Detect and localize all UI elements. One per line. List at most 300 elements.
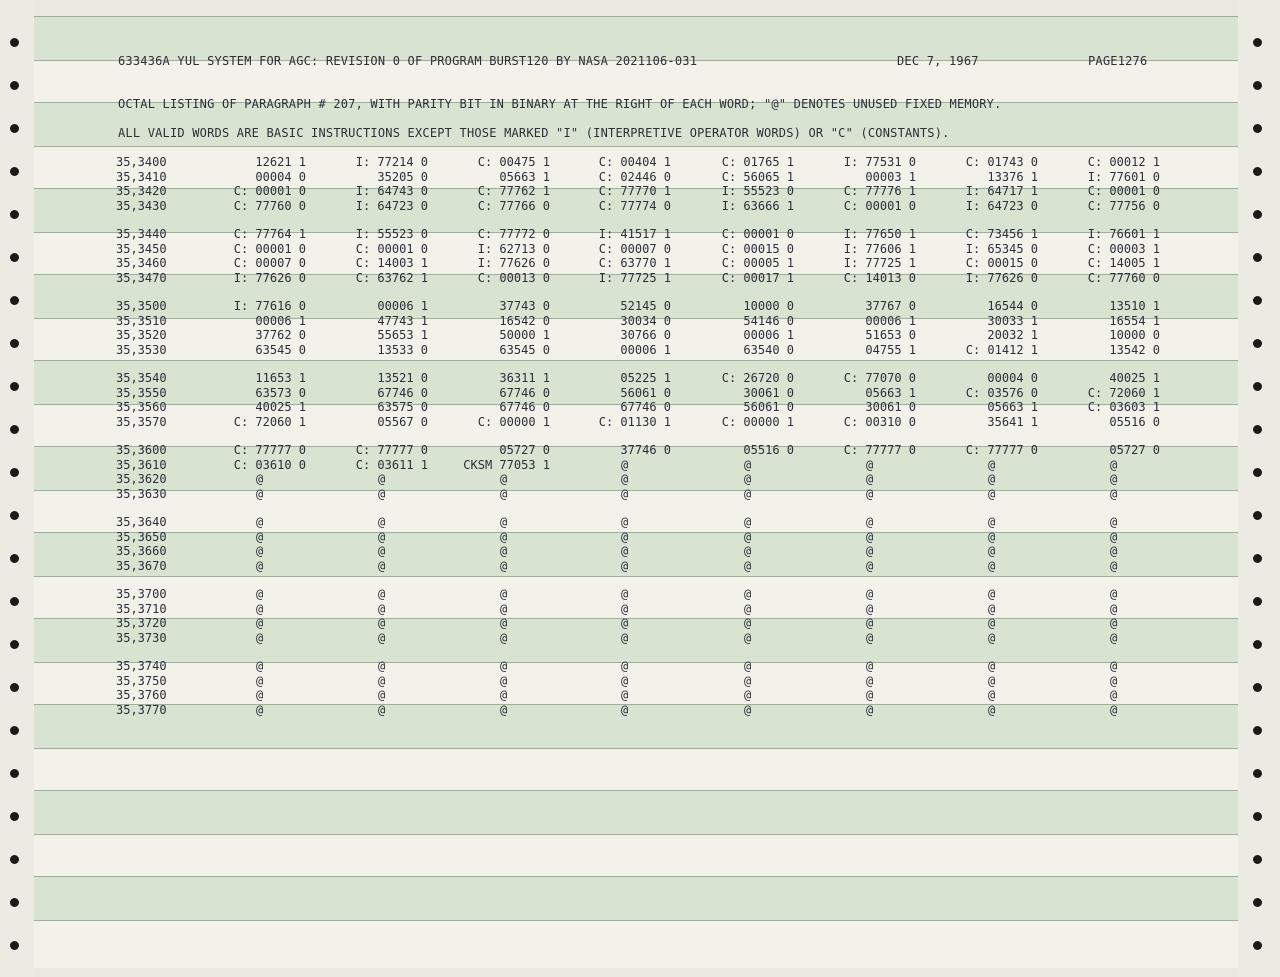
sprocket-hole <box>1253 296 1262 305</box>
octal-word: @ <box>866 515 874 529</box>
octal-word: @ <box>621 630 629 645</box>
octal-word: I: 77650 1 <box>843 227 916 241</box>
octal-word: @ <box>378 544 386 558</box>
octal-word: @ <box>744 457 752 472</box>
octal-word: C: 77070 0 <box>843 371 916 385</box>
sprocket-hole <box>1253 253 1262 262</box>
octal-word: C: 00005 1 <box>721 256 794 270</box>
row-address: 35,3500 <box>116 299 167 313</box>
octal-word: @ <box>621 659 629 673</box>
sprocket-hole <box>1253 468 1262 477</box>
octal-word: 04755 1 <box>865 342 916 357</box>
octal-word: 10000 0 <box>1109 328 1160 342</box>
octal-word: @ <box>988 630 996 645</box>
octal-word: C: 00001 0 <box>843 198 916 213</box>
octal-word: @ <box>1110 587 1118 601</box>
octal-word: @ <box>378 558 386 573</box>
octal-word: C: 56065 1 <box>721 169 794 184</box>
octal-word: @ <box>621 558 629 573</box>
left-tractor-margin <box>0 0 34 977</box>
row-address: 35,3600 <box>116 443 167 457</box>
octal-word: @ <box>256 587 264 601</box>
octal-word: @ <box>621 544 629 558</box>
row-address: 35,3410 <box>116 169 167 184</box>
octal-word: @ <box>621 673 629 688</box>
sprocket-hole <box>10 554 19 563</box>
octal-word: @ <box>256 558 264 573</box>
octal-word: @ <box>1110 515 1118 529</box>
octal-word: @ <box>866 558 874 573</box>
octal-word: C: 77777 0 <box>233 443 306 457</box>
sprocket-hole <box>1253 941 1262 950</box>
row-address: 35,3740 <box>116 659 167 673</box>
octal-word: @ <box>988 558 996 573</box>
octal-word: @ <box>866 616 874 630</box>
octal-word: C: 14005 1 <box>1087 256 1160 270</box>
octal-word: @ <box>744 673 752 688</box>
listing-date: DEC 7, 1967 <box>897 54 979 68</box>
octal-word: @ <box>988 515 996 529</box>
octal-word: C: 63770 1 <box>598 256 671 270</box>
octal-word: C: 73456 1 <box>965 227 1038 241</box>
octal-word: C: 00001 0 <box>721 227 794 241</box>
octal-word: C: 00007 0 <box>233 256 306 270</box>
octal-word: C: 00003 1 <box>1087 241 1160 256</box>
row-address: 35,3660 <box>116 544 167 558</box>
octal-word: @ <box>500 529 508 544</box>
octal-word: I: 62713 0 <box>477 241 550 256</box>
octal-word: @ <box>866 702 874 717</box>
sprocket-hole <box>10 640 19 649</box>
octal-word: @ <box>1110 529 1118 544</box>
octal-word: I: 64717 1 <box>965 184 1038 198</box>
octal-word: @ <box>744 486 752 501</box>
octal-word: C: 77762 1 <box>477 184 550 198</box>
sprocket-hole <box>10 425 19 434</box>
octal-word: 05663 1 <box>499 169 550 184</box>
octal-word: I: 64743 0 <box>355 184 428 198</box>
octal-word: @ <box>256 544 264 558</box>
octal-word: 50000 1 <box>499 328 550 342</box>
row-address: 35,3560 <box>116 400 167 414</box>
octal-word: @ <box>988 601 996 616</box>
octal-word: C: 00001 0 <box>233 184 306 198</box>
octal-word: C: 01412 1 <box>965 342 1038 357</box>
octal-word: 05727 0 <box>1109 443 1160 457</box>
sprocket-hole <box>1253 81 1262 90</box>
octal-word: C: 00017 1 <box>721 270 794 285</box>
sprocket-hole <box>1253 855 1262 864</box>
octal-word: @ <box>621 472 629 486</box>
sprocket-hole <box>10 210 19 219</box>
right-tractor-margin <box>1238 0 1280 977</box>
octal-word: C: 03576 0 <box>965 385 1038 400</box>
octal-word: C: 03610 0 <box>233 457 306 472</box>
octal-word: @ <box>256 673 264 688</box>
row-address: 35,3510 <box>116 313 167 328</box>
octal-word: C: 01130 1 <box>598 414 671 429</box>
octal-word: @ <box>378 630 386 645</box>
row-address: 35,3760 <box>116 688 167 702</box>
sprocket-hole <box>1253 38 1262 47</box>
octal-word: @ <box>500 673 508 688</box>
octal-word: 05727 0 <box>499 443 550 457</box>
octal-word: 63575 0 <box>377 400 428 414</box>
octal-word: 16544 0 <box>987 299 1038 313</box>
octal-word: @ <box>988 544 996 558</box>
octal-word: C: 14003 1 <box>355 256 428 270</box>
octal-word: 47743 1 <box>377 313 428 328</box>
octal-word: 00006 1 <box>377 299 428 313</box>
octal-word: @ <box>1110 688 1118 702</box>
octal-word: @ <box>500 544 508 558</box>
octal-word: 11653 1 <box>255 371 306 385</box>
sprocket-hole <box>1253 124 1262 133</box>
octal-word: C: 00475 1 <box>477 155 550 169</box>
octal-word: I: 63666 1 <box>721 198 794 213</box>
octal-word: I: 77214 0 <box>355 155 428 169</box>
octal-word: @ <box>866 544 874 558</box>
octal-word: 67746 0 <box>620 400 671 414</box>
octal-word: I: 77725 1 <box>843 256 916 270</box>
octal-word: C: 26720 0 <box>721 371 794 385</box>
octal-word: 63540 0 <box>743 342 794 357</box>
row-address: 35,3620 <box>116 472 167 486</box>
octal-word: @ <box>256 472 264 486</box>
row-address: 35,3530 <box>116 342 167 357</box>
octal-word: 37746 0 <box>620 443 671 457</box>
row-address: 35,3750 <box>116 673 167 688</box>
octal-word: 16554 1 <box>1109 313 1160 328</box>
octal-word: @ <box>1110 702 1118 717</box>
octal-word: @ <box>866 630 874 645</box>
sprocket-hole <box>10 597 19 606</box>
octal-word: @ <box>621 702 629 717</box>
octal-word: C: 77777 0 <box>965 443 1038 457</box>
octal-word: 13542 0 <box>1109 342 1160 357</box>
green-band <box>34 790 1238 835</box>
octal-word: 37743 0 <box>499 299 550 313</box>
octal-word: 67746 0 <box>499 400 550 414</box>
octal-word: 37767 0 <box>865 299 916 313</box>
octal-word: @ <box>744 515 752 529</box>
octal-word: C: 00404 1 <box>598 155 671 169</box>
octal-word: CKSM 77053 1 <box>463 457 550 472</box>
octal-word: @ <box>500 558 508 573</box>
octal-word: 63545 0 <box>255 342 306 357</box>
octal-word: @ <box>1110 616 1118 630</box>
row-address: 35,3630 <box>116 486 167 501</box>
row-address: 35,3640 <box>116 515 167 529</box>
octal-word: 30033 1 <box>987 313 1038 328</box>
octal-word: 36311 1 <box>499 371 550 385</box>
octal-word: C: 72060 1 <box>1087 385 1160 400</box>
sprocket-hole <box>1253 726 1262 735</box>
row-address: 35,3450 <box>116 241 167 256</box>
octal-word: 30061 0 <box>743 385 794 400</box>
octal-word: C: 00015 0 <box>721 241 794 256</box>
octal-word: C: 77774 0 <box>598 198 671 213</box>
row-address: 35,3420 <box>116 184 167 198</box>
sprocket-hole <box>10 382 19 391</box>
octal-word: @ <box>256 630 264 645</box>
octal-word: @ <box>988 472 996 486</box>
octal-word: 00003 1 <box>865 169 916 184</box>
octal-word: C: 01743 0 <box>965 155 1038 169</box>
octal-word: @ <box>500 702 508 717</box>
sprocket-hole <box>10 167 19 176</box>
octal-word: @ <box>378 486 386 501</box>
octal-word: @ <box>378 673 386 688</box>
row-address: 35,3430 <box>116 198 167 213</box>
octal-word: @ <box>1110 472 1118 486</box>
octal-word: @ <box>621 486 629 501</box>
octal-word: @ <box>256 486 264 501</box>
octal-word: @ <box>621 515 629 529</box>
octal-word: @ <box>866 486 874 501</box>
sprocket-hole <box>10 296 19 305</box>
octal-word: I: 41517 1 <box>598 227 671 241</box>
octal-word: @ <box>744 544 752 558</box>
octal-word: @ <box>500 587 508 601</box>
octal-word: 40025 1 <box>255 400 306 414</box>
sprocket-hole <box>10 898 19 907</box>
octal-word: 05663 1 <box>865 385 916 400</box>
octal-word: @ <box>621 616 629 630</box>
octal-word: 30766 0 <box>620 328 671 342</box>
octal-word: @ <box>866 659 874 673</box>
octal-word: C: 00001 0 <box>355 241 428 256</box>
row-address: 35,3520 <box>116 328 167 342</box>
sprocket-hole <box>10 124 19 133</box>
octal-word: @ <box>1110 601 1118 616</box>
octal-word: 05225 1 <box>620 371 671 385</box>
octal-word: @ <box>500 616 508 630</box>
octal-word: @ <box>866 529 874 544</box>
octal-word: @ <box>256 659 264 673</box>
octal-word: 51653 0 <box>865 328 916 342</box>
row-address: 35,3440 <box>116 227 167 241</box>
octal-word: @ <box>988 702 996 717</box>
page-number: PAGE1276 <box>1088 54 1148 68</box>
sprocket-hole <box>1253 339 1262 348</box>
octal-word: 63573 0 <box>255 385 306 400</box>
octal-word: @ <box>988 486 996 501</box>
octal-word: @ <box>866 457 874 472</box>
octal-word: C: 77760 0 <box>1087 270 1160 285</box>
octal-word: @ <box>256 601 264 616</box>
row-address: 35,3400 <box>116 155 167 169</box>
octal-word: @ <box>621 457 629 472</box>
octal-word: @ <box>378 702 386 717</box>
octal-word: 00006 1 <box>865 313 916 328</box>
octal-word: @ <box>744 558 752 573</box>
octal-word: C: 14013 0 <box>843 270 916 285</box>
octal-word: 54146 0 <box>743 313 794 328</box>
octal-word: @ <box>256 702 264 717</box>
octal-word: I: 77626 0 <box>965 270 1038 285</box>
sprocket-hole <box>1253 640 1262 649</box>
octal-word: C: 00001 0 <box>233 241 306 256</box>
sprocket-hole <box>1253 597 1262 606</box>
octal-word: @ <box>1110 673 1118 688</box>
octal-word: C: 77777 0 <box>355 443 428 457</box>
octal-word: 10000 0 <box>743 299 794 313</box>
octal-word: @ <box>1110 457 1118 472</box>
octal-word: 13521 0 <box>377 371 428 385</box>
octal-word: @ <box>744 702 752 717</box>
sprocket-hole <box>1253 683 1262 692</box>
octal-word: 00004 0 <box>987 371 1038 385</box>
octal-word: @ <box>866 587 874 601</box>
octal-word: C: 00007 0 <box>598 241 671 256</box>
octal-word: 35205 0 <box>377 169 428 184</box>
octal-word: @ <box>256 515 264 529</box>
octal-word: C: 00001 0 <box>1087 184 1160 198</box>
sprocket-hole <box>10 511 19 520</box>
octal-word: @ <box>744 587 752 601</box>
octal-word: @ <box>378 515 386 529</box>
sprocket-hole <box>10 855 19 864</box>
octal-word: I: 76601 1 <box>1087 227 1160 241</box>
octal-word: 13533 0 <box>377 342 428 357</box>
octal-word: 00006 1 <box>743 328 794 342</box>
row-address: 35,3610 <box>116 457 167 472</box>
octal-word: C: 02446 0 <box>598 169 671 184</box>
sprocket-hole <box>1253 898 1262 907</box>
octal-word: @ <box>866 472 874 486</box>
row-address: 35,3550 <box>116 385 167 400</box>
octal-word: C: 00013 0 <box>477 270 550 285</box>
octal-word: @ <box>1110 630 1118 645</box>
octal-word: C: 72060 1 <box>233 414 306 429</box>
octal-word: I: 55523 0 <box>721 184 794 198</box>
octal-word: I: 77531 0 <box>843 155 916 169</box>
row-address: 35,3470 <box>116 270 167 285</box>
row-address: 35,3650 <box>116 529 167 544</box>
sprocket-hole <box>10 683 19 692</box>
sprocket-hole <box>1253 425 1262 434</box>
octal-word: @ <box>500 688 508 702</box>
sprocket-hole <box>1253 167 1262 176</box>
octal-word: @ <box>621 688 629 702</box>
sprocket-hole <box>10 812 19 821</box>
octal-word: @ <box>378 616 386 630</box>
octal-word: @ <box>621 601 629 616</box>
octal-word: @ <box>500 659 508 673</box>
octal-word: @ <box>500 472 508 486</box>
octal-word: C: 77777 0 <box>843 443 916 457</box>
octal-word: @ <box>866 601 874 616</box>
octal-word: @ <box>988 457 996 472</box>
sprocket-hole <box>1253 812 1262 821</box>
octal-word: I: 55523 0 <box>355 227 428 241</box>
octal-word: @ <box>256 529 264 544</box>
sprocket-hole <box>10 726 19 735</box>
octal-word: C: 77764 1 <box>233 227 306 241</box>
octal-word: 20032 1 <box>987 328 1038 342</box>
octal-word: @ <box>500 515 508 529</box>
octal-word: C: 77772 0 <box>477 227 550 241</box>
octal-word: @ <box>378 529 386 544</box>
sprocket-hole <box>1253 210 1262 219</box>
octal-word: 05516 0 <box>743 443 794 457</box>
octal-word: C: 01765 1 <box>721 155 794 169</box>
sprocket-hole <box>10 38 19 47</box>
octal-word: I: 65345 0 <box>965 241 1038 256</box>
octal-word: @ <box>378 659 386 673</box>
octal-word: 05516 0 <box>1109 414 1160 429</box>
octal-word: @ <box>256 688 264 702</box>
octal-word: @ <box>1110 659 1118 673</box>
octal-word: @ <box>1110 558 1118 573</box>
sprocket-hole <box>10 253 19 262</box>
octal-word: @ <box>621 587 629 601</box>
octal-word: I: 64723 0 <box>965 198 1038 213</box>
listing-legend: ALL VALID WORDS ARE BASIC INSTRUCTIONS EXCEPT THOSE MARKED "I" (INTERPRETIVE OPERATOR WORDS) OR "C" (CONSTANTS). <box>118 126 950 140</box>
octal-word: 12621 1 <box>255 155 306 169</box>
octal-word: C: 77760 0 <box>233 198 306 213</box>
octal-word: I: 77725 1 <box>598 270 671 285</box>
row-address: 35,3460 <box>116 256 167 270</box>
octal-word: 37762 0 <box>255 328 306 342</box>
octal-word: 13376 1 <box>987 169 1038 184</box>
octal-word: C: 00015 0 <box>965 256 1038 270</box>
octal-word: 52145 0 <box>620 299 671 313</box>
octal-word: @ <box>988 616 996 630</box>
octal-word: @ <box>744 688 752 702</box>
octal-word: @ <box>378 688 386 702</box>
row-address: 35,3670 <box>116 558 167 573</box>
octal-word: 00006 1 <box>255 313 306 328</box>
octal-word: @ <box>1110 486 1118 501</box>
octal-word: I: 77601 0 <box>1087 169 1160 184</box>
sprocket-hole <box>10 941 19 950</box>
octal-word: 55653 1 <box>377 328 428 342</box>
octal-word: 13510 1 <box>1109 299 1160 313</box>
octal-word: I: 77626 0 <box>477 256 550 270</box>
sprocket-hole <box>1253 554 1262 563</box>
octal-word: I: 64723 0 <box>355 198 428 213</box>
octal-word: C: 00000 1 <box>477 414 550 429</box>
octal-word: C: 03603 1 <box>1087 400 1160 414</box>
octal-word: C: 77756 0 <box>1087 198 1160 213</box>
octal-word: C: 03611 1 <box>355 457 428 472</box>
row-address: 35,3700 <box>116 587 167 601</box>
octal-word: C: 63762 1 <box>355 270 428 285</box>
octal-word: 05663 1 <box>987 400 1038 414</box>
green-band <box>34 876 1238 921</box>
octal-word: @ <box>988 587 996 601</box>
row-address: 35,3570 <box>116 414 167 429</box>
row-address: 35,3770 <box>116 702 167 717</box>
octal-word: @ <box>744 601 752 616</box>
octal-word: @ <box>988 688 996 702</box>
octal-word: @ <box>744 659 752 673</box>
sprocket-hole <box>1253 511 1262 520</box>
octal-word: @ <box>378 601 386 616</box>
row-address: 35,3540 <box>116 371 167 385</box>
octal-word: @ <box>1110 544 1118 558</box>
row-address: 35,3730 <box>116 630 167 645</box>
octal-word: C: 00012 1 <box>1087 155 1160 169</box>
row-address: 35,3710 <box>116 601 167 616</box>
octal-word: 30034 0 <box>620 313 671 328</box>
octal-word: @ <box>988 659 996 673</box>
octal-word: 35641 1 <box>987 414 1038 429</box>
octal-word: C: 00000 1 <box>721 414 794 429</box>
octal-word: @ <box>256 616 264 630</box>
